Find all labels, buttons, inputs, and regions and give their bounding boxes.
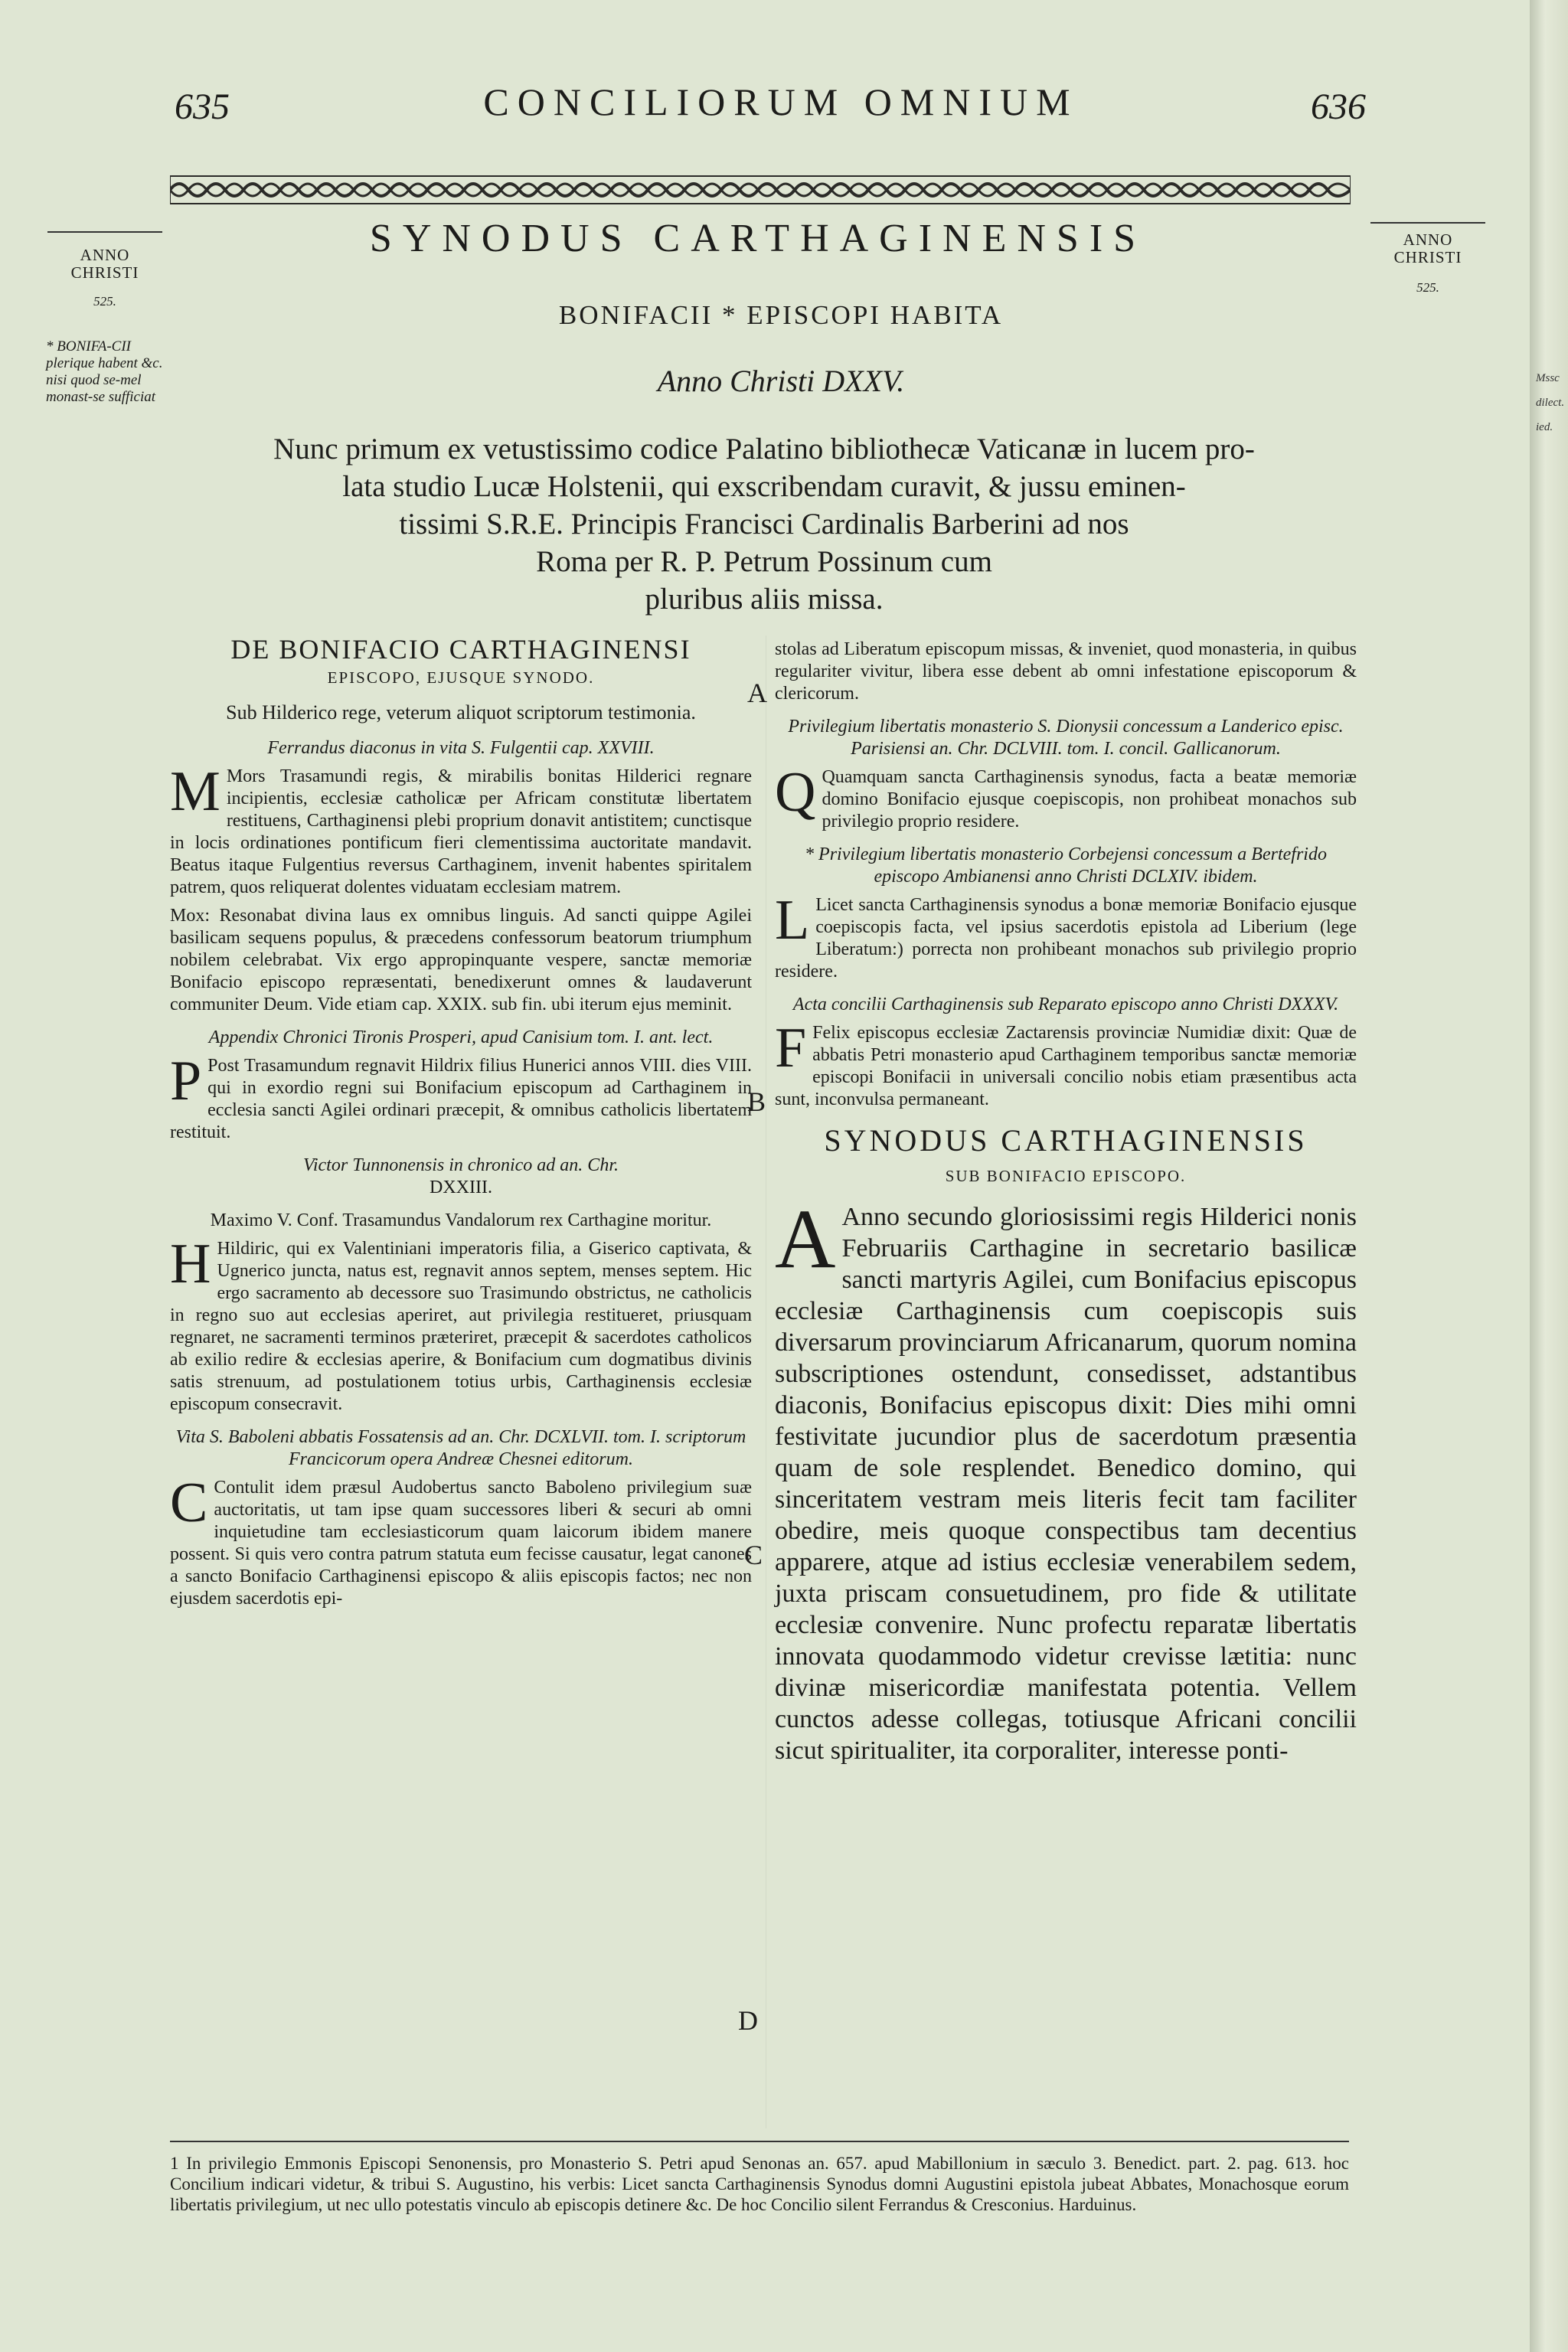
- right-margin-year: 525.: [1416, 280, 1439, 295]
- right-margin-anno: ANNO CHRISTI: [1393, 230, 1462, 266]
- adjacent-page-text: Mssc dilect. ied.: [1536, 372, 1565, 433]
- left-heading: DE BONIFACIO CARTHAGINENSI: [230, 634, 691, 665]
- subtitle: BONIFACII * EPISCOPI HABITA: [558, 300, 1004, 330]
- source-victor-year: DXXIII.: [430, 1178, 492, 1197]
- source-victor: Victor Tunnonensis in chronico ad an. Chr.: [302, 1155, 619, 1175]
- margin-letter-d: D: [738, 2005, 758, 2036]
- footnote-rule: [170, 2141, 1349, 2142]
- synod-heading: SYNODUS CARTHAGINENSIS: [824, 1123, 1308, 1158]
- source-corbejensi: * Privilegium libertatis monasterio Corbejensi concessum a Bertefrido episcopo Ambianensi anno Christi DCLXIV. ibidem.: [805, 844, 1327, 887]
- intro-line: Nunc primum ex vetustissimo codice Palatino bibliothecæ Vaticanæ in lucem pro-: [273, 433, 1255, 466]
- paragraph-mox: Mox: Resonabat divina laus ex omnibus linguis. Ad sancti quippe Agilei basilicam sequens populus, & præcedens confessorum beatorum triumphum nobilem celebrabat. Vix ergo appropinquante vespere, sanctæ memoriæ Bonifacio episcopo repræsentati, benedixerunt omnes & laudaverunt communiter Deum. Vide etiam cap. XXIX. sub fin. ubi iterum ejus meminit.: [170, 906, 752, 1014]
- source-prosper: Appendix Chronici Tironis Prosperi, apud Canisium tom. I. ant. lect.: [208, 1027, 714, 1047]
- paragraph-maximo: Maximo V. Conf. Trasamundus Vandalorum rex Carthagine moritur.: [210, 1210, 712, 1230]
- synod-subheading: SUB BONIFACIO EPISCOPO.: [945, 1167, 1187, 1185]
- left-margin-year: 525.: [93, 294, 116, 309]
- margin-letter-b: B: [747, 1086, 766, 1117]
- drop-cap-h: H: [170, 1233, 211, 1295]
- paragraph-quamquam: Q Quamquam sancta Carthaginensis synodus, facta a beatæ memoriæ domino Bonifacio ejusque coepiscopis, non prohibeat monachos sub privilegio proprio residere.: [775, 761, 1357, 831]
- page-number-left: 635: [175, 87, 230, 127]
- left-margin-footnote: * BONIFA-CII plerique habent &c. nisi quod se-mel monast-se sufficiat: [46, 338, 163, 405]
- intro-line: lata studio Lucæ Holstenii, qui exscribendam curavit, & jussu eminen-: [342, 470, 1186, 503]
- left-column: [170, 634, 752, 1616]
- left-margin-rule: [47, 231, 162, 233]
- margin-letter-c: C: [744, 1540, 763, 1570]
- intro-line: pluribus aliis missa.: [645, 583, 884, 616]
- paragraph-hildiric: H Hildiric, qui ex Valentiniani imperatoris filia, a Giserico captivata, & Ugnerico juncta, natus est, regnavit annos septem, menses septem. Hic ergo sacramento ab decessore suo Trasimundo obstrictus, ne catholicis in regno suo aut ecclesias aperiret, aut privilegia restitueret, priusquam regnaret, ne sacramenti terminos præteriret, præcepit & sacerdotes catholicos ab exilio redire & ecclesias aperire, & Bonifacium cum dogmatibus divinis satis strenuum, ad postulationem totius urbis, Carthaginensis ecclesiæ episcopum consecravit.: [170, 1233, 752, 1414]
- paragraph-anno: A Anno secundo gloriosissimi regis Hilderici nonis Februariis Carthagine in secretario basilicæ sancti martyris Agilei, cum Bonifacius episcopus ecclesiæ Carthaginensis cum coepiscopis suis diversarum provinciarum Africanarum, quorum nomina subscriptiones ostendunt, consedisset, adstantibus diaconis, Bonifacius episcopus dixit: Dies mihi omni festivitate jucundior plus de sacerdotum præsentia quam de sole resplendet. Benedico domino, qui sinceritatem vestram meis literis fecit tam faciliter obedire, meis quoque conspectibus tam decentius apparere, atque ad istius ecclesiæ venerabilem sedem, juxta priscam consuetudinem, pro fide & utilitate ecclesiæ convenire. Nunc profectu reparatæ libertatis innovata quodammodo videtur crevisse lætitia: nunc divinæ misericordiæ manifestata potentia. Vellem cunctos adesse collegas, totiusque Africani concilii sicut spiritualiter, ita corporaliter, interesse ponti-: [775, 1192, 1357, 1765]
- adjacent-page-edge: [1530, 0, 1568, 2352]
- margin-letter-a: A: [747, 678, 767, 708]
- running-title: CONCILIORUM OMNIUM: [483, 80, 1079, 123]
- intro-paragraph: [175, 430, 1354, 618]
- drop-cap-l: L: [775, 889, 810, 952]
- source-acta: Acta concilii Carthaginensis sub Reparato episcopo anno Christi DXXXV.: [792, 995, 1339, 1014]
- intro-line: tissimi S.R.E. Principis Francisci Cardinalis Barberini ad nos: [399, 508, 1129, 541]
- year-line: Anno Christi DXXV.: [657, 364, 905, 398]
- paragraph-licet: L Licet sancta Carthaginensis synodus a bonæ memoriæ Bonifacio ejusque coepiscopis facta, vel ipsius sacerdotis epistola ad Liberium (lege Liberatum:) porrecta non prohibeant monachos sub privilegio proprio residere.: [775, 889, 1357, 982]
- page-number-right: 636: [1311, 87, 1366, 127]
- left-margin-anno: ANNO CHRISTI: [70, 246, 139, 282]
- paragraph-stolas: stolas ad Liberatum episcopum missas, & inveniet, quod monasteria, in quibus regulariter vivitur, libera esse debent ab omni infestatione episcoporum & clericorum.: [775, 639, 1357, 704]
- drop-cap-p: P: [170, 1050, 202, 1112]
- footnote: 1 In privilegio Emmonis Episcopi Senonensis, pro Monasterio S. Petri apud Senonas an. 657. apud Mabillonium in sæculo 3. Benedict. part. 2. pag. 613. hoc Concilium indicari videtur, & tribui S. Augustino, his verbis: Licet sancta Carthaginensis Synodus domni Augustini epistola jubeat Abbates, Monachosque eorum libertatis privilegium, ut nec ullo potestatis vinculo ab episcopis detinere &c. De hoc Concilio silent Ferrandus & Cresconius. Harduinus.: [170, 2154, 1349, 2214]
- intro-line: Roma per R. P. Petrum Possinum cum: [536, 545, 992, 578]
- source-dionysii: Privilegium libertatis monasterio S. Dionysii concessum a Landerico episc. Parisiensi an. Chr. DCLVIII. tom. I. concil. Gallicanorum.: [788, 717, 1344, 759]
- left-intro: Sub Hilderico rege, veterum aliquot scriptorum testimonia.: [226, 701, 696, 724]
- paragraph-felix: F Felix episcopus ecclesiæ Zactarensis provinciæ Numidiæ dixit: Quæ de abbatis Petri monasterio apud Carthaginem temporibus sanctæ memoriæ episcopi Bonifacii in universali concilio nobis etiam præsentibus acta sunt, inconvulsa permaneant.: [775, 1017, 1357, 1109]
- drop-cap-f: F: [775, 1017, 807, 1080]
- paragraph-mors: M Mors Trasamundi regis, & mirabilis bonitas Hilderici regnare incipientis, ecclesiæ catholicæ per Africam constitutæ libertatem restituens, Carthaginensi plebi proprium donavit antistitem; cunctisque in locis ordinationes pontificum fieri clementissima auctoritate mandavit. Beatus itaque Fulgentius reversus Carthaginem, invenit habentes spiritalem patrem, quos reliquerat dolentes viduatam ecclesiam matrem.: [170, 760, 752, 897]
- source-ferrandus: Ferrandus diaconus in vita S. Fulgentii cap. XXVIII.: [267, 738, 655, 758]
- source-baboleni: Vita S. Baboleni abbatis Fossatensis ad an. Chr. DCXLVII. tom. I. scriptorum Francicorum opera Andreæ Chesnei editorum.: [175, 1427, 746, 1469]
- drop-cap-q: Q: [775, 761, 816, 824]
- main-title: SYNODUS CARTHAGINENSIS: [369, 217, 1147, 260]
- drop-cap-c: C: [170, 1472, 208, 1534]
- drop-cap-m: M: [170, 760, 220, 823]
- drop-cap-a: A: [775, 1192, 836, 1285]
- right-column: [775, 639, 1357, 1766]
- paragraph-post: P Post Trasamundum regnavit Hildrix filius Hunerici annos VIII. dies VIII. qui in exordio regni sui Bonifacium episcopum ad Carthaginem in ecclesia sancti Agilei ordinari præcepit, & omnibus catholicis libertatem restituit.: [170, 1050, 752, 1142]
- paragraph-contulit: C Contulit idem præsul Audobertus sancto Baboleno privilegium suæ auctoritatis, ut tam ipse quam successores liberi & securi ab omni inquietudine tam ecclesiasticorum quam laicorum ibidem manere possent. Si quis vero contra patrum statuta eum fecisse causatur, legat canones a sancto Bonifacio Carthaginensi episcopo & aliis episcopis factos; nec non ejusdem sacerdotis epi-: [170, 1472, 752, 1609]
- ornamental-border: [170, 172, 1351, 208]
- left-subheading: EPISCOPO, EJUSQUE SYNODO.: [327, 668, 595, 687]
- right-margin-rule: [1370, 222, 1485, 224]
